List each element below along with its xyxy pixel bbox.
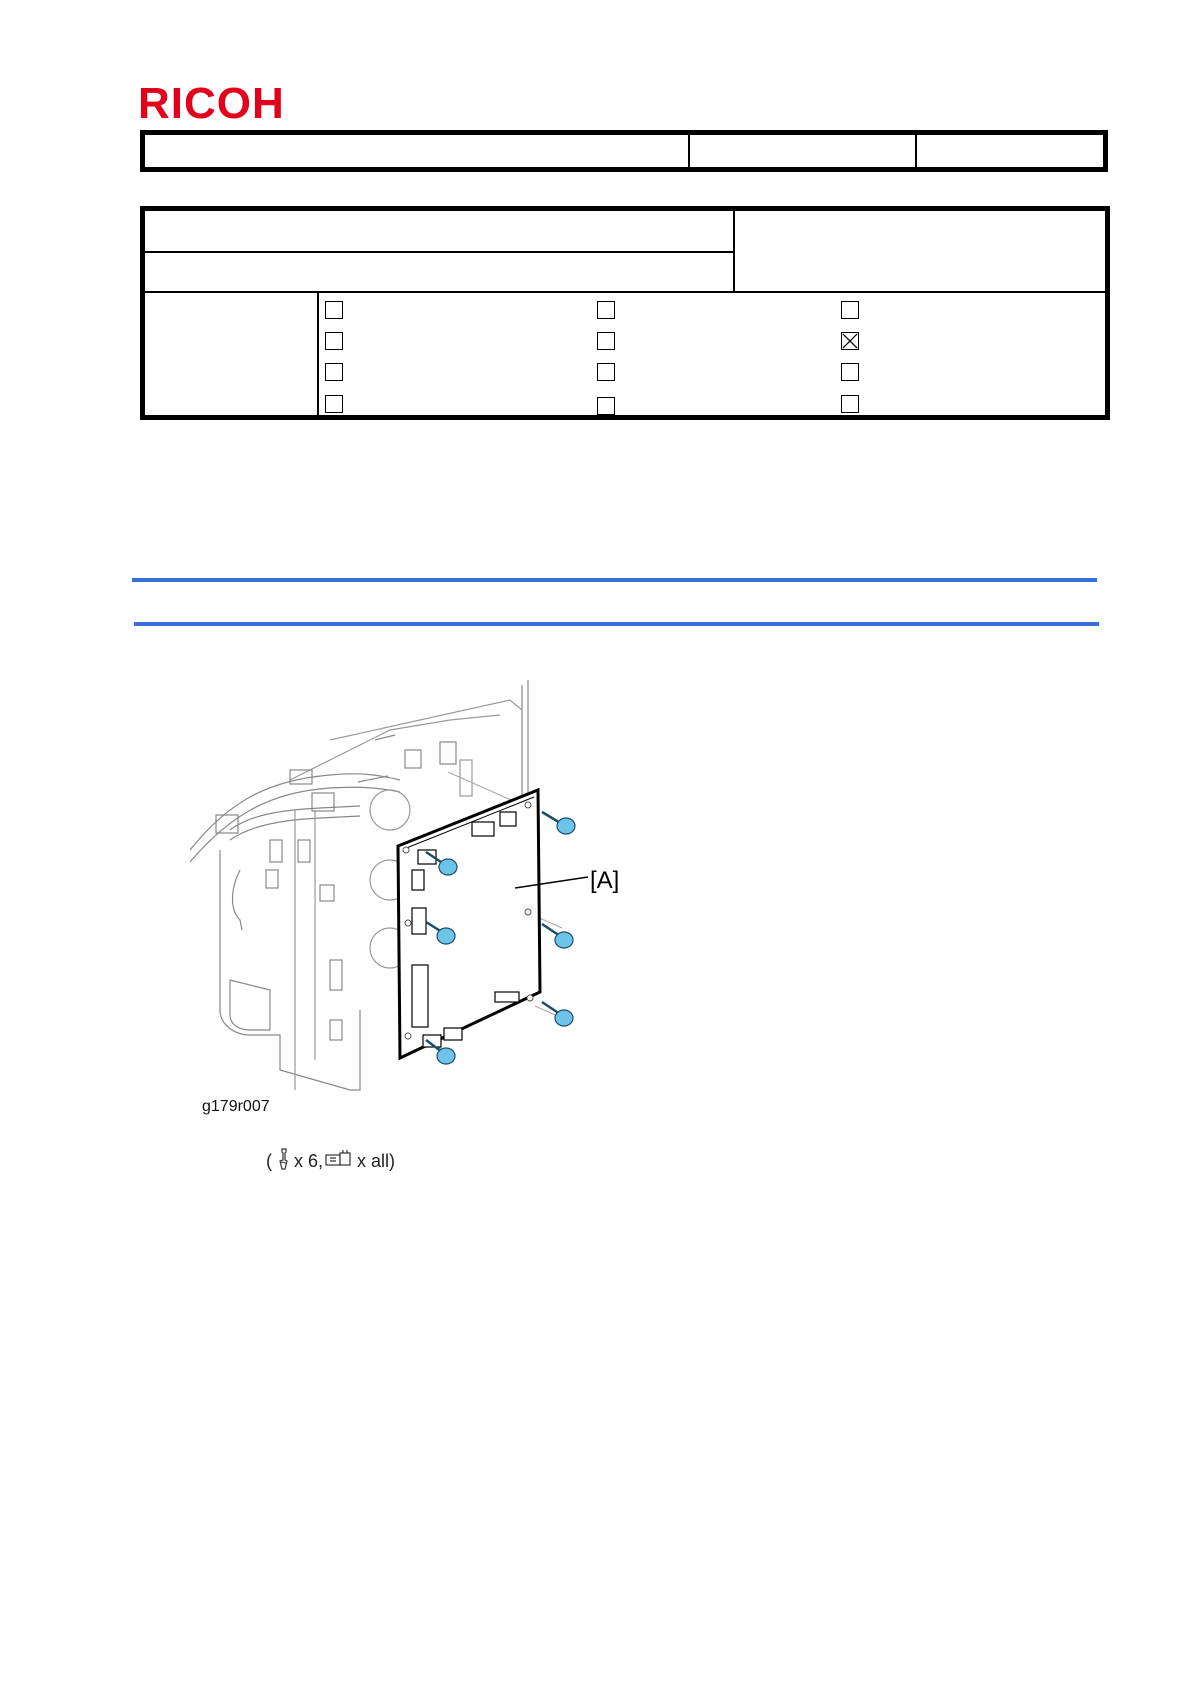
- connector-icon: [325, 1149, 355, 1174]
- checkbox[interactable]: [841, 332, 859, 350]
- checkbox[interactable]: [597, 332, 615, 350]
- checkbox[interactable]: [597, 363, 615, 381]
- connectors-count: x all): [357, 1151, 396, 1171]
- checkbox[interactable]: [325, 363, 343, 381]
- ricoh-logo: [138, 82, 318, 124]
- screwdriver-icon: [274, 1148, 292, 1175]
- board-removal-illustration: [190, 680, 690, 1100]
- checkbox[interactable]: [841, 363, 859, 381]
- checkbox[interactable]: [325, 301, 343, 319]
- callout-label: [A]: [590, 867, 620, 894]
- document-info-table: [140, 206, 1110, 420]
- table-row-divider: [145, 251, 733, 253]
- checkbox[interactable]: [325, 395, 343, 413]
- figure-id-text: g179r007: [202, 1098, 270, 1115]
- section-rule-bottom: [134, 622, 1099, 626]
- header-divider: [688, 135, 690, 167]
- screws-count: x 6,: [294, 1151, 324, 1171]
- section-rule-top: [132, 578, 1097, 582]
- checkbox[interactable]: [325, 332, 343, 350]
- table-col-divider: [733, 211, 735, 293]
- checkbox[interactable]: [597, 301, 615, 319]
- checkbox[interactable]: [841, 301, 859, 319]
- checkbox[interactable]: [841, 395, 859, 413]
- figure-id: [202, 1098, 270, 1116]
- document-header-bar: [140, 130, 1108, 172]
- checkbox[interactable]: [597, 397, 615, 415]
- table-row-divider: [145, 291, 1105, 293]
- table-col-divider: [317, 291, 319, 415]
- header-divider: [915, 135, 917, 167]
- tools-note-open: (: [266, 1151, 272, 1171]
- logo-text: RICOH: [138, 82, 285, 124]
- tools-note: [266, 1148, 395, 1175]
